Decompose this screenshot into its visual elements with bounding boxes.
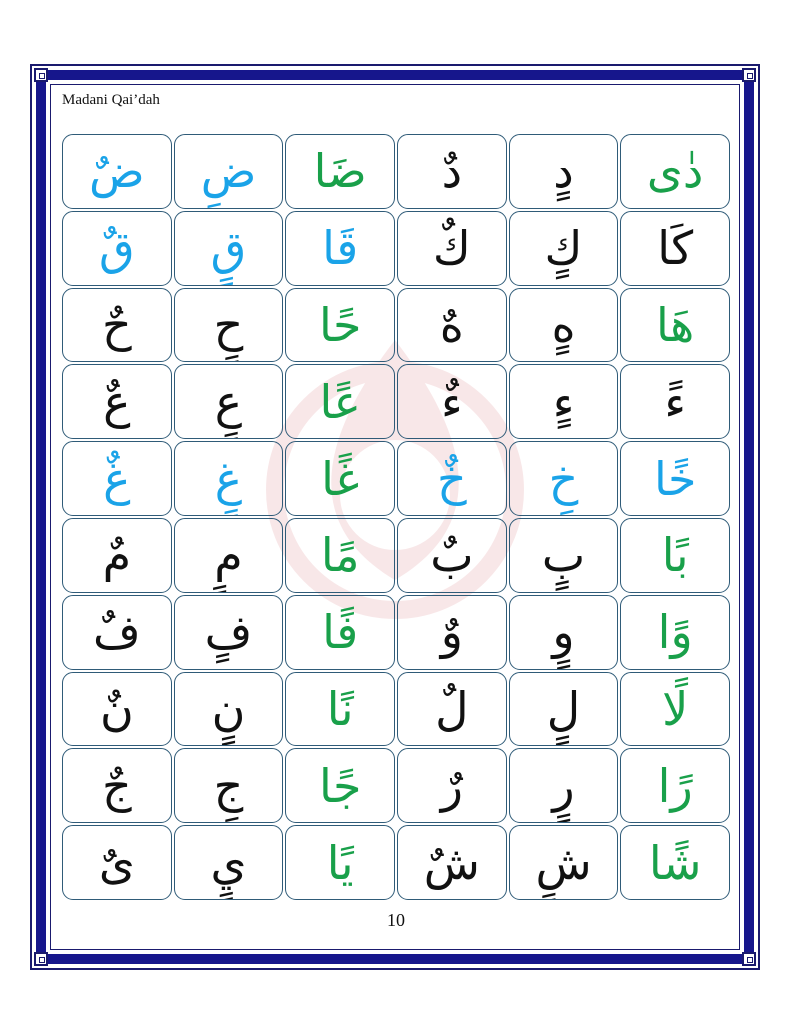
- letter-cell: ضَا: [285, 134, 395, 209]
- letter-cell: مًا: [285, 518, 395, 593]
- frame-corner-ornament: [34, 68, 48, 82]
- letter-cell: فًا: [285, 595, 395, 670]
- letter-cell: حٌ: [62, 288, 172, 363]
- letter-grid: [62, 134, 730, 900]
- letter-cell: عًا: [285, 364, 395, 439]
- letter-cell: خٌ: [397, 441, 507, 516]
- page-number: 10: [387, 910, 405, 930]
- frame-corner-ornament: [742, 952, 756, 966]
- letter-cell: جٌ: [62, 748, 172, 823]
- letter-cell: خًا: [620, 441, 730, 516]
- letter-cell: وٌ: [397, 595, 507, 670]
- letter-cell: يًا: [285, 825, 395, 900]
- letter-cell: كٌ: [397, 211, 507, 286]
- letter-cell: دٌ: [397, 134, 507, 209]
- letter-cell: عٍ: [174, 364, 284, 439]
- letter-cell: ءٌ: [397, 364, 507, 439]
- letter-cell: یٌ: [62, 825, 172, 900]
- letter-cell: كٍ: [509, 211, 619, 286]
- letter-cell: هٌ: [397, 288, 507, 363]
- letter-cell: هٍ: [509, 288, 619, 363]
- letter-cell: نٌ: [62, 672, 172, 747]
- letter-cell: قٌ: [62, 211, 172, 286]
- letter-cell: وٍ: [509, 595, 619, 670]
- letter-cell: لٌ: [397, 672, 507, 747]
- letter-cell: رٌ: [397, 748, 507, 823]
- letter-cell: بًا: [620, 518, 730, 593]
- letter-cell: بٍ: [509, 518, 619, 593]
- letter-cell: بٌ: [397, 518, 507, 593]
- letter-cell: خٍ: [509, 441, 619, 516]
- book-title: Madani Qai’dah: [62, 92, 160, 108]
- letter-cell: قَا: [285, 211, 395, 286]
- frame-corner-ornament: [742, 68, 756, 82]
- letter-cell: لٍ: [509, 672, 619, 747]
- letter-cell: حٍ: [174, 288, 284, 363]
- letter-cell: فٍ: [174, 595, 284, 670]
- letter-cell: ءً: [620, 364, 730, 439]
- letter-cell: لًا: [620, 672, 730, 747]
- letter-cell: غٍ: [174, 441, 284, 516]
- letter-cell: قٍ: [174, 211, 284, 286]
- letter-cell: شٍ: [509, 825, 619, 900]
- letter-cell: رًا: [620, 748, 730, 823]
- letter-cell: حًا: [285, 288, 395, 363]
- frame-corner-ornament: [34, 952, 48, 966]
- letter-cell: شًا: [620, 825, 730, 900]
- letter-cell: مٌ: [62, 518, 172, 593]
- letter-cell: دٍ: [509, 134, 619, 209]
- letter-cell: فٌ: [62, 595, 172, 670]
- letter-cell: غٌ: [62, 441, 172, 516]
- letter-cell: نٍ: [174, 672, 284, 747]
- letter-cell: دٰی: [620, 134, 730, 209]
- letter-cell: ءٍ: [509, 364, 619, 439]
- letter-cell: يٍ: [174, 825, 284, 900]
- letter-cell: وًا: [620, 595, 730, 670]
- letter-cell: شٌ: [397, 825, 507, 900]
- letter-cell: رٍ: [509, 748, 619, 823]
- letter-cell: ضٌ: [62, 134, 172, 209]
- letter-cell: كَا: [620, 211, 730, 286]
- letter-cell: عٌ: [62, 364, 172, 439]
- letter-cell: غًا: [285, 441, 395, 516]
- letter-cell: هَا: [620, 288, 730, 363]
- letter-cell: نًا: [285, 672, 395, 747]
- letter-cell: ضٍ: [174, 134, 284, 209]
- letter-cell: جًا: [285, 748, 395, 823]
- letter-cell: مٍ: [174, 518, 284, 593]
- letter-cell: جٍ: [174, 748, 284, 823]
